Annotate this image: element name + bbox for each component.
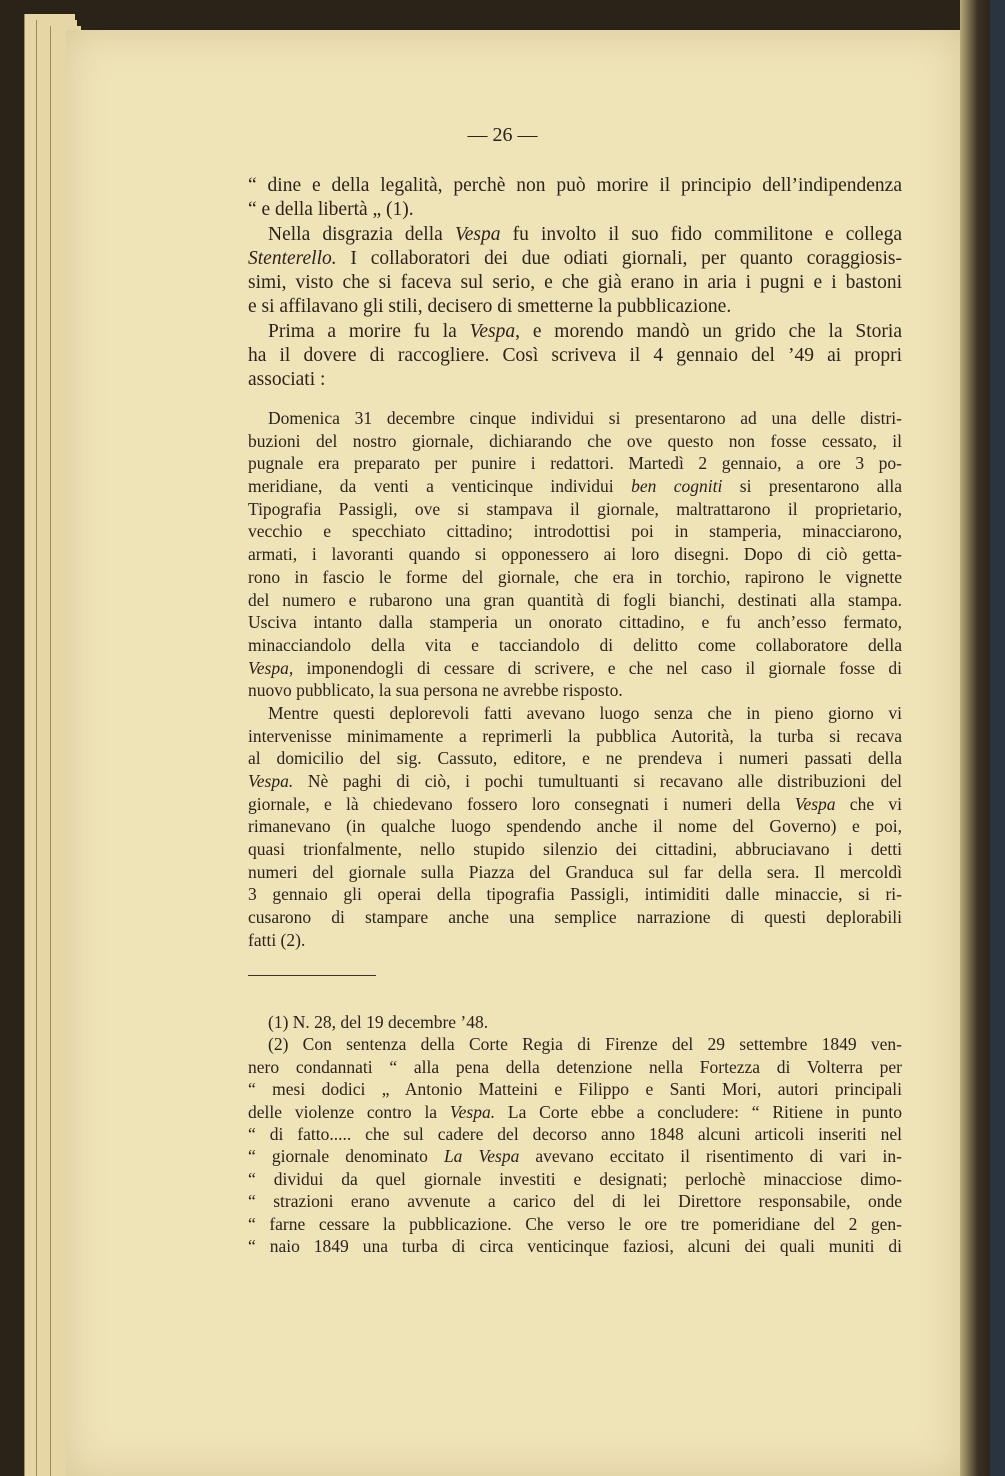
text-run: intervenisse minimamente a reprimerli la pubblica Autorità, la turba si recava <box>248 725 902 746</box>
text-run: rimanevano (in qualche luogo spendendo anche il nome del Governo) e poi, <box>248 816 902 837</box>
text-line <box>248 430 902 453</box>
text-run: cusarono di stampare anche una semplice narrazione di questi deplorabili <box>248 907 902 928</box>
text-run: Usciva intanto dalla stamperia un onorato cittadino, e fu anch’esso fermato, <box>248 612 902 633</box>
text-line <box>248 1123 902 1145</box>
text-run: fu involto il suo fido commilitone e collega <box>500 223 902 245</box>
text-run: numeri del giornale sulla Piazza del Granduca sul far della sera. Il mercoldì <box>248 861 902 882</box>
text-line <box>248 320 902 344</box>
footnotes <box>248 1011 902 1257</box>
main-text <box>248 174 902 393</box>
text-run: (1) N. 28, del 19 decembre ’48. <box>268 1012 489 1032</box>
text-line <box>248 368 902 392</box>
text-run: Mentre questi deplorevoli fatti avevano luogo senza che in pieno giorno vi <box>268 702 902 723</box>
background-edge <box>990 0 1005 1476</box>
text-run: buzioni del nostro giornale, dichiarando che ove questo non fosse cessato, il <box>248 430 902 451</box>
text-run: Nè paghi di ciò, i pochi tumultuanti si recavano alle distribuzioni del <box>293 771 902 791</box>
text-run: meridiane, da venti a venticinque individui <box>248 476 632 497</box>
text-run: rono in fascio le forme del giornale, che era in torchio, rapirono le vignette <box>248 566 902 587</box>
text-run: e si affilavano gli stili, decisero di smetterne la pubblicazione. <box>248 296 732 318</box>
text-run: (2) Con sentenza della Corte Regia di Firenze del 29 settembre 1849 ven- <box>268 1034 902 1055</box>
italic-text-run: La Vespa <box>443 1146 520 1167</box>
text-run: “ strazioni erano avvenute a carico del di lei Direttore responsabile, onde <box>248 1191 902 1212</box>
text-run: quasi trionfalmente, nello stupido silenzio dei cittadini, abbruciavano i detti <box>248 839 902 860</box>
text-line <box>248 793 902 816</box>
text-run: armati, i lavoranti quando si opponessero ai loro disegni. Dopo di ciò getta- <box>248 544 902 565</box>
text-line <box>248 295 902 319</box>
text-line <box>248 861 902 884</box>
text-line <box>248 407 902 430</box>
text-run: che vi <box>835 793 902 814</box>
text-run: 3 gennaio gli operai della tipografia Passigli, intimiditi dalle minaccie, si ri- <box>248 884 902 905</box>
text-line <box>248 883 902 906</box>
text-run: “ di fatto..... che sul cadere del decorso anno 1848 alcuni articoli inseriti nel <box>248 1123 902 1144</box>
text-run: pugnale era preparato per punire i redattori. Martedì 2 gennaio, a ore 3 po- <box>248 453 902 474</box>
text-line <box>248 520 902 543</box>
text-line <box>248 929 902 952</box>
text-run: “ farne cessare la pubblicazione. Che verso le ore tre pomeridiane del 2 gen- <box>248 1213 902 1234</box>
italic-text-run: Stenterello. <box>248 247 337 269</box>
text-run: Tipografia Passigli, ove si stampava il giornale, maltrattarono il proprietario, <box>248 498 902 519</box>
text-run: “ dividui da quel giornale investiti e designati; perlochè minacciose dimo- <box>248 1168 902 1189</box>
text-run: vecchio e specchiato cittadino; introdottisi poi in stamperia, minacciarono, <box>248 521 902 542</box>
text-line <box>248 1145 902 1167</box>
text-run: Nella disgrazia della <box>268 223 455 245</box>
text-line <box>248 475 902 498</box>
text-run: ha il dovere di raccogliere. Così scriveva il 4 gennaio del ’49 ai propri <box>248 345 902 367</box>
footnote-rule <box>248 975 376 976</box>
text-run: “ dine e della legalità, perchè non può morire il principio dell’indipendenza <box>248 175 902 196</box>
text-run: “ mesi dodici „ Antonio Matteini e Filippo e Santi Mori, autori principali <box>248 1079 902 1100</box>
text-line <box>248 498 902 521</box>
text-line <box>248 1168 902 1190</box>
text-line <box>248 770 902 793</box>
italic-text-run: Vespa. <box>449 1101 496 1122</box>
italic-text-run: ben cogniti <box>631 476 723 497</box>
text-line <box>248 657 902 680</box>
text-line <box>248 838 902 861</box>
text-line <box>248 174 902 198</box>
text-line <box>248 1078 902 1100</box>
text-run: nuovo pubblicato, la sua persona ne avrebbe risposto. <box>248 680 623 701</box>
text-line <box>248 198 902 222</box>
text-line <box>248 1056 902 1078</box>
text-run: avevano eccitato il risentimento di vari in- <box>519 1146 902 1167</box>
text-line <box>248 611 902 634</box>
italic-text-run: Vespa. <box>248 771 294 791</box>
text-line <box>248 1190 902 1212</box>
text-run: I collaboratori dei due odiati giornali, per quanto coraggiosis- <box>336 247 902 269</box>
text-run: giornale, e là chiedevano fossero loro consegnati i numeri della <box>248 793 795 814</box>
text-line <box>248 747 902 770</box>
text-run: La Corte ebbe a concludere: “ Ritiene in punto <box>495 1101 902 1122</box>
page-number: — 26 — <box>467 124 538 146</box>
text-line <box>248 344 902 368</box>
text-line <box>248 589 902 612</box>
text-run: , e morendo mandò un grido che la Storia <box>515 320 903 342</box>
text-line <box>248 566 902 589</box>
text-line <box>248 906 902 929</box>
text-run: associati : <box>248 369 326 391</box>
text-line <box>248 543 902 566</box>
text-line <box>248 1235 902 1257</box>
text-line <box>248 679 902 702</box>
text-run: simi, visto che si faceva sul serio, e che già erano in aria i pugni e i bastoni <box>248 272 902 294</box>
text-line <box>248 1213 902 1235</box>
italic-text-run: Vespa <box>454 223 501 245</box>
text-line <box>248 1033 902 1055</box>
text-line <box>248 247 902 271</box>
text-run: “ giornale denominato <box>248 1146 444 1167</box>
text-run: nero condannati “ alla pena della detenzione nella Fortezza di Volterra per <box>248 1056 902 1077</box>
text-line <box>248 702 902 725</box>
text-run: si presentarono alla <box>722 476 902 497</box>
italic-text-run: Vespa, <box>248 657 294 678</box>
text-run: fatti (2). <box>248 929 306 950</box>
text-run: “ e della libertà „ (1). <box>248 199 414 221</box>
text-line <box>248 271 902 295</box>
text-run: “ naio 1849 una turba di circa venticinque faziosi, alcuni dei quali muniti di <box>248 1235 902 1256</box>
text-line <box>248 452 902 475</box>
text-run: Prima a morire fu la <box>268 320 470 342</box>
text-run: imponendogli di cessare di scrivere, e che nel caso il giornale fosse di <box>293 657 902 678</box>
text-line <box>248 1101 902 1123</box>
text-run: Domenica 31 decembre cinque individui si presentarono ad una delle distri- <box>268 408 902 428</box>
text-line <box>248 725 902 748</box>
italic-text-run: Vespa <box>469 320 516 342</box>
text-run: minacciandolo della vita e tacciandolo di delitto come collaboratore della <box>248 634 902 655</box>
text-line <box>248 815 902 838</box>
text-line <box>248 1011 902 1033</box>
text-run: al domicilio del sig. Cassuto, editore, e ne prendeva i numeri passati della <box>248 748 902 769</box>
quoted-text <box>248 407 902 952</box>
text-run: delle violenze contro la <box>248 1101 450 1122</box>
text-run: del numero e rubarono una gran quantità di fogli bianchi, destinati alla stampa. <box>248 589 902 610</box>
text-line <box>248 223 902 247</box>
text-line <box>248 634 902 657</box>
italic-text-run: Vespa <box>794 793 836 814</box>
